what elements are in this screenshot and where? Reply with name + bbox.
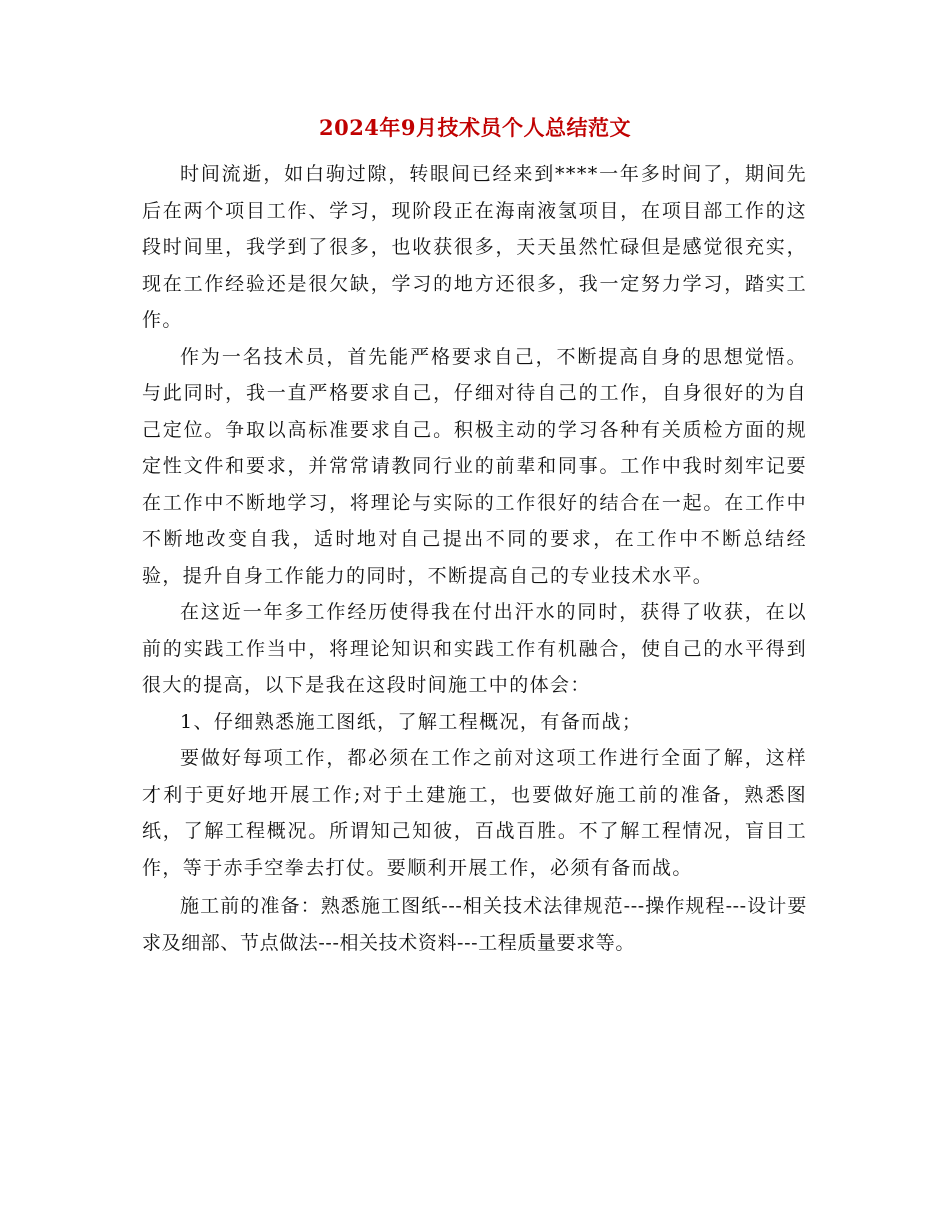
document-title: 2024年9月技术员个人总结范文 (318, 115, 632, 140)
paragraph-6: 施工前的准备：熟悉施工图纸---相关技术法律规范---操作规程---设计要求及细部、节点做法---相关技术资料---工程质量要求等。 (142, 895, 807, 954)
paragraph-2: 作为一名技术员，首先能严格要求自己，不断提高自身的思想觉悟。与此同时，我一直严格要求自己，仔细对待自己的工作，自身很好的为自己定位。争取以高标准要求自己。积极主动的学习各种有关质检方面的规定性文件和要求，并常常请教同行业的前辈和同事。工作中我时刻牢记要在工作中不断地学习，将理论与实际的工作很好的结合在一起。在工作中不断地改变自我，适时地对自己提出不同的要求，在工作中不断总结经验，提升自身工作能力的同时，不断提高自己的专业技术水平。 (142, 345, 807, 587)
paragraph-4-heading: 1、仔细熟悉施工图纸，了解工程概况，有备而战； (180, 710, 643, 733)
paragraph-3: 在这近一年多工作经历使得我在付出汗水的同时，获得了收获，在以前的实践工作当中，将理论知识和实践工作有机融合，使自己的水平得到很大的提高，以下是我在这段时间施工中的体会： (142, 601, 807, 696)
document-body (142, 156, 807, 961)
paragraph-5: 要做好每项工作，都必须在工作之前对这项工作进行全面了解，这样才利于更好地开展工作;对于土建施工，也要做好施工前的准备，熟悉图纸，了解工程概况。所谓知己知彼，百战百胜。不了解工程情况，盲目工作，等于赤手空拳去打仗。要顺利开展工作，必须有备而战。 (142, 747, 807, 879)
paragraph-1: 时间流逝，如白驹过隙，转眼间已经来到****一年多时间了，期间先后在两个项目工作、学习，现阶段正在海南液氢项目，在项目部工作的这段时间里，我学到了很多，也收获很多，天天虽然忙碌但是感觉很充实，现在工作经验还是很欠缺，学习的地方还很多，我一定努力学习，踏实工作。 (142, 163, 807, 331)
